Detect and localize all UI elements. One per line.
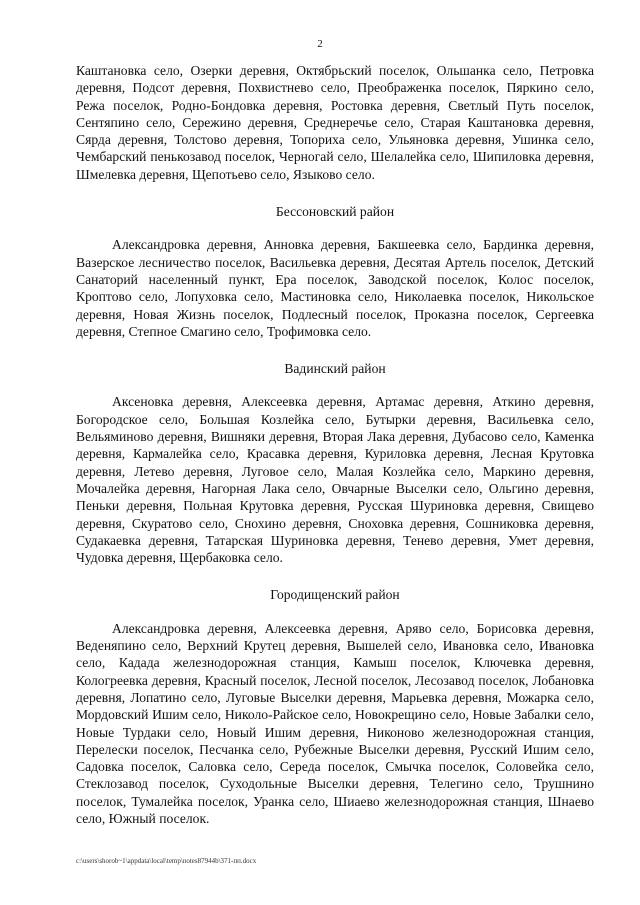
section-heading-bessonovsky: Бессоновский район: [275, 204, 395, 220]
section-heading-vadinsky: Вадинский район: [284, 361, 386, 377]
section-heading-gorodishchensky: Городищенский район: [270, 587, 400, 603]
document-body: [76, 62, 594, 827]
page-number: 2: [317, 38, 323, 50]
footer-file-path: c:\users\shorob~1\appdata\local\temp\notes87944b\371-пп.docx: [76, 857, 257, 865]
section-text-gorodishchensky: Александровка деревня, Алексеевка деревня, Аряво село, Борисовка деревня, Веденяпино село, Верхний Крутец деревня, Вышелей село, Ивановка село, Ивановка село, Кадада железнодорожная станция, Камыш поселок, Ключевка деревня, Кологреевка деревня, Красный поселок, Лесной поселок, Лесозавод поселок, Лобановка деревня, Лопатино село, Луговые Выселки деревня, Марьевка деревня, Можарка село, Мордовский Ишим село, Николо-Райское село, Новокрещино село, Новые Забалки село, Новые Турдаки село, Новый Ишим деревня, Никоново железнодорожная станция, Перелески поселок, Песчанка село, Рубежные Выселки деревня, Русский Ишим село, Садовка поселок, Саловка село, Середа поселок, Смычка поселок, Соловейка село, Стеклозавод поселок, Суходольные Выселки деревня, Телегино село, Трушнино поселок, Тумалейка поселок, Уранка село, Шиаево железнодорожная станция, Шнаево село, Южный поселок.: [76, 620, 594, 826]
section-text-bessonovsky: Александровка деревня, Анновка деревня, Бакшеевка село, Бардинка деревня, Вазерское лесничество поселок, Васильевка деревня, Десятая Артель поселок, Детский Санаторий населенный пункт, Ера поселок, Заводской поселок, Колос поселок, Кроптово село, Лопуховка село, Мастиновка село, Николаевка поселок, Никольское деревня, Новая Жизнь поселок, Подлесный поселок, Проказна поселок, Сергеевка деревня, Степное Смагино село, Трофимовка село.: [76, 237, 594, 339]
section-text-vadinsky: Аксеновка деревня, Алексеевка деревня, Артамас деревня, Аткино деревня, Богородское село, Большая Козлейка село, Бутырки деревня, Васильевка село, Вельяминово деревня, Вишняки деревня, Вторая Лака деревня, Дубасово село, Каменка деревня, Кармалейка село, Красавка деревня, Куриловка деревня, Лесная Крутовка деревня, Летево деревня, Луговое село, Малая Козлейка село, Маркино деревня, Мочалейка деревня, Нагорная Лака село, Овчарные Выселки село, Ольгино деревня, Пеньки деревня, Польная Крутовка деревня, Русская Шуриновка деревня, Свищево деревня, Скуратово село, Снохино деревня, Сноховка деревня, Сошниковка деревня, Судакаевка деревня, Татарская Шуриновка деревня, Тенево деревня, Умет деревня, Чудовка деревня, Щербаковка село.: [76, 394, 594, 566]
intro-paragraph: Каштановка село, Озерки деревня, Октябрьский поселок, Ольшанка село, Петровка деревня, Подсот деревня, Похвистнево село, Преображенка поселок, Пяркино село, Режа поселок, Родно-Бондовка деревня, Ростовка деревня, Светлый Путь поселок, Сентяпино село, Сережино деревня, Среднеречье село, Старая Каштановка деревня, Сярда деревня, Толстово деревня, Топориха село, Ульяновка деревня, Ушинка село, Чембарский пенькозавод поселок, Черногай село, Шелалейка село, Шипиловка деревня, Шмелевка деревня, Щепотьево село, Языково село.: [76, 63, 594, 182]
